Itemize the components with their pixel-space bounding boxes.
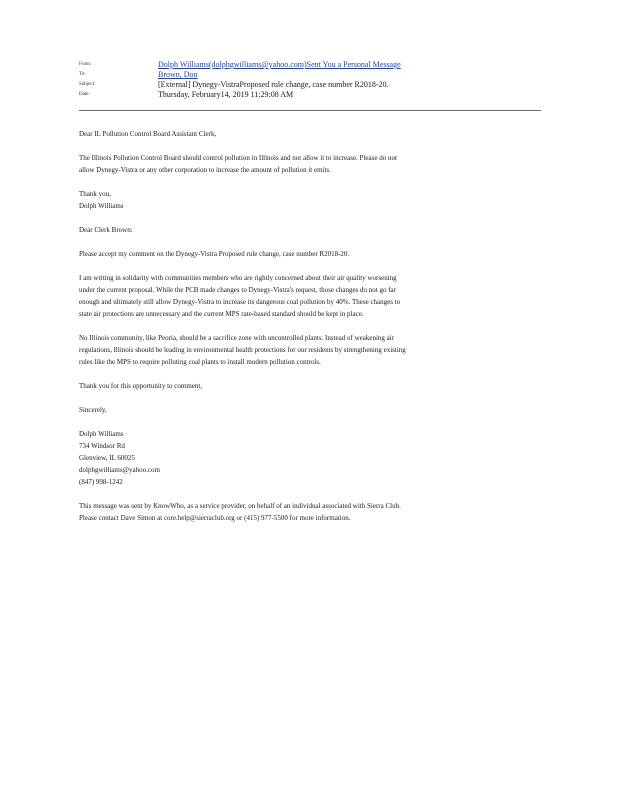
signature-city: Glenview, IL 60025	[79, 454, 135, 462]
signature-street: 734 Windsor Rd	[79, 442, 125, 450]
greeting-2: Dear Clerk Brown:	[79, 226, 133, 234]
paragraph-3-line: under the current proposal. While the PCB made changes to Dynegy-Vistra's request, those changes do not go far	[79, 286, 396, 294]
from-label: From:	[79, 62, 92, 67]
footer-line: This message was sent by KnowWho, as a service provider, on behalf of an individual associated with Sierra Club.	[79, 502, 401, 510]
sincerely: Sincerely,	[79, 406, 107, 414]
paragraph-3-line: I am writing in solidarity with communities members who are rightly concerned about their air quality worsening	[79, 274, 397, 282]
signature-phone: (847) 998-1242	[79, 478, 123, 486]
to-link[interactable]: Brown, Don	[158, 70, 198, 79]
paragraph-3	[79, 272, 524, 320]
subject-label: Subject:	[79, 82, 96, 87]
signature-block	[79, 428, 524, 488]
header-divider	[79, 110, 541, 111]
thanks-1: Thank you,	[79, 190, 111, 198]
footer-line: Please contact Dave Simon at core.help@sierraclub.org or (415) 977-5500 for more information.	[79, 514, 351, 522]
paragraph-2: Please accept my comment on the Dynegy-Vistra Proposed rule change, case number R2018-20.	[79, 250, 350, 258]
subject-row	[79, 80, 541, 90]
to-row	[79, 70, 541, 80]
from-link[interactable]: Dolph Williams(dolphgwilliams@yahoo.com)Sent You a Personal Message	[158, 60, 401, 69]
paragraph-1-line: allow Dynegy-Vistra or any other corporation to increase the amount of pollution it emits.	[79, 166, 331, 174]
date-row	[79, 90, 541, 100]
to-label: To:	[79, 72, 86, 77]
from-row	[79, 60, 541, 70]
email-header	[79, 60, 541, 100]
signoff-name-1: Dolph Williams	[79, 202, 124, 210]
thanks-2: Thank you for this opportunity to comment,	[79, 382, 203, 390]
subject-value: [External] Dynegy-VistraProposed rule change, case number R2018-20.	[158, 80, 389, 89]
date-label: Date:	[79, 92, 90, 97]
email-body	[79, 128, 524, 536]
paragraph-3-line: enough and ultimately still allow Dynegy-Vistra to increase its dangerous coal pollution by 40%. These changes to	[79, 298, 401, 306]
paragraph-4-line: regulations, Illinois should be leading in environmental health protections for our residents by strengthening existing	[79, 346, 406, 354]
signature-email: dolphgwilliams@yahoo.com	[79, 466, 160, 474]
paragraph-4	[79, 332, 524, 368]
footer-note	[79, 500, 524, 524]
paragraph-4-line: rules like the MPS to require polluting coal plants to install modern pollution controls.	[79, 358, 321, 366]
paragraph-4-line: No Illinois community, like Peoria, should be a sacrifice zone with uncontrolled plants. Instead of weakening air	[79, 334, 395, 342]
paragraph-1	[79, 152, 524, 176]
thanks-block-1	[79, 188, 524, 212]
paragraph-3-line: state air protections are unnecessary and the current MPS rate-based standard should be kept in place.	[79, 310, 364, 318]
greeting-1: Dear IL Pollution Control Board Assistant Clerk,	[79, 130, 217, 138]
date-value: Thursday, February14, 2019 11:29:08 AM	[158, 90, 294, 99]
paragraph-1-line: The Illinois Pollution Control Board should control pollution in Illinois and not allow it to increase. Please do not	[79, 154, 397, 162]
signature-name: Dolph Williams	[79, 430, 124, 438]
